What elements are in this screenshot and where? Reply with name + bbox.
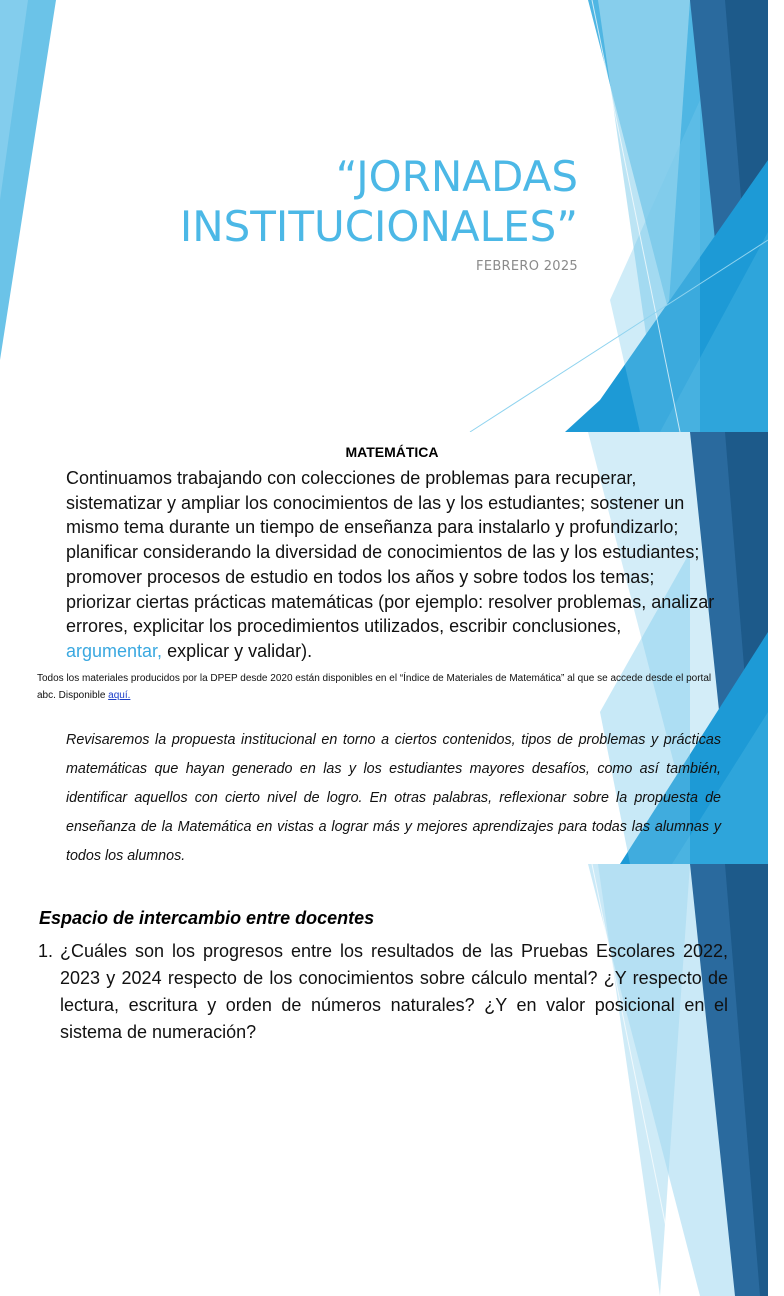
list-item (38, 938, 728, 1046)
title-slide (0, 0, 768, 432)
section-heading: Espacio de intercambio entre docentes (39, 908, 375, 928)
title-line-2: INSTITUCIONALES” (179, 202, 578, 251)
footnote (37, 670, 727, 704)
italic-paragraph: Revisaremos la propuesta institucional en torno a ciertos contenidos, tipos de problemas y prácticas matemáticas que hayan generado en las y los estudiantes mayores desafíos, como así también, identificar aquellos con cierto nivel de logro. En otras palabras, reflexionar sobre la propuesta de enseñanza de la Matemática en vistas a lograr más y mejores aprendizajes para todas las alumnas y todos los alumnos. (66, 732, 721, 864)
footnote-link[interactable]: aquí. (108, 690, 131, 701)
body-text-end: explicar y validar). (162, 640, 313, 661)
body-paragraph (66, 466, 720, 664)
content-slide-intercambio (0, 864, 768, 1042)
subtitle-date: FEBRERO 2025 (476, 259, 578, 274)
highlighted-word: argumentar, (66, 640, 163, 661)
section-heading: MATEMÁTICA (345, 444, 439, 460)
page-title (58, 152, 578, 252)
body-text: Continuamos trabajando con colecciones de problemas para recuperar, sistematizar y ampliar los conocimientos de las y los estudiantes; sostener un mismo tema durante un tiempo de enseñanza para instalarlo y profundizarlo; planificar considerando la diversidad de conocimientos de las y los estudiantes; promover procesos de estudio en todos los años y sobre todos los temas; priorizar ciertas prácticas matemáticas (por ejemplo: resolver problemas, analizar errores, explicitar los procedimientos utilizados, escribir conclusiones, (66, 468, 715, 637)
list-number: 1. (38, 941, 54, 961)
question-list (38, 938, 728, 1046)
content-slide-matematica (0, 432, 768, 864)
list-item-text: ¿Cuáles son los progresos entre los resultados de las Pruebas Escolares 2022, 2023 y 2024 respecto de los conocimientos sobre cálculo mental? ¿Y respecto de lectura, escritura y orden de números naturales? ¿Y en valor posicional en el sistema de numeración? (60, 941, 728, 1042)
title-line-1: “JORNADAS (335, 152, 578, 201)
footnote-text: Todos los materiales producidos por la DPEP desde 2020 están disponibles en el “Índice de Materiales de Matemática” al que se accede desde el portal abc. Disponible (37, 673, 712, 701)
